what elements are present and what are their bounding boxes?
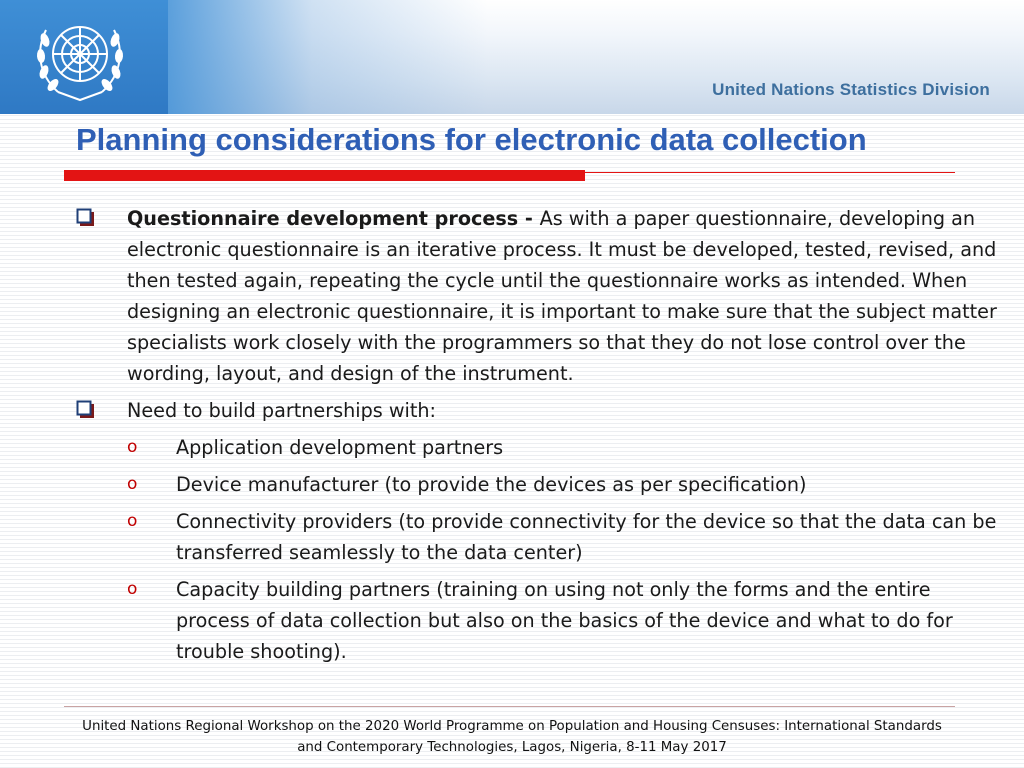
footer-line-2: and Contemporary Technologies, Lagos, Nigeria, 8-11 May 2017 <box>297 740 727 755</box>
list-marker: o <box>127 474 138 494</box>
list-item <box>127 469 1006 500</box>
footer-divider <box>64 706 955 707</box>
partner-list <box>76 432 1006 667</box>
checkbox-square-icon <box>76 400 95 419</box>
un-emblem-icon <box>28 10 132 104</box>
title-underline-bar <box>64 170 585 181</box>
bullet-text: As with a paper questionnaire, developing an electronic questionnaire is an iterative process. It must be developed, tested, revised, and then tested again, repeating the cycle until the questionnaire works as intended. When designing an electronic questionnaire, it is important to make sure that the subject matter specialists work closely with the programmers so that they do not lose control over the wording, layout, and design of the instrument. <box>127 207 997 385</box>
header-band <box>0 0 1024 114</box>
bullet-questionnaire <box>76 203 1006 389</box>
list-item <box>127 506 1006 568</box>
list-marker: o <box>127 437 138 457</box>
list-marker: o <box>127 511 138 531</box>
footer-line-1: United Nations Regional Workshop on the 2020 World Programme on Population and Housing Censuses: International Standards <box>82 719 942 734</box>
footer <box>0 716 1024 758</box>
slide-title: Planning considerations for electronic data collection <box>76 122 867 157</box>
organization-name: United Nations Statistics Division <box>712 80 990 99</box>
list-item-text: Capacity building partners (training on using not only the forms and the entire process of data collection but also on the basics of the device and what to do for trouble shooting). <box>176 578 953 663</box>
bullet-heading: Questionnaire development process - <box>127 207 540 230</box>
header-gradient <box>168 0 488 114</box>
title-underline-line <box>585 172 955 173</box>
list-item-text: Device manufacturer (to provide the devices as per specification) <box>176 473 807 496</box>
list-item-text: Application development partners <box>176 436 504 459</box>
bullet-partnerships <box>76 395 1006 426</box>
bullet-text: Need to build partnerships with: <box>127 399 437 422</box>
checkbox-square-icon <box>76 208 95 227</box>
list-item <box>127 574 1006 667</box>
slide-content <box>76 203 1006 667</box>
list-item <box>127 432 1006 463</box>
list-item-text: Connectivity providers (to provide connectivity for the device so that the data can be transferred seamlessly to the data center) <box>176 510 997 564</box>
list-marker: o <box>127 579 138 599</box>
